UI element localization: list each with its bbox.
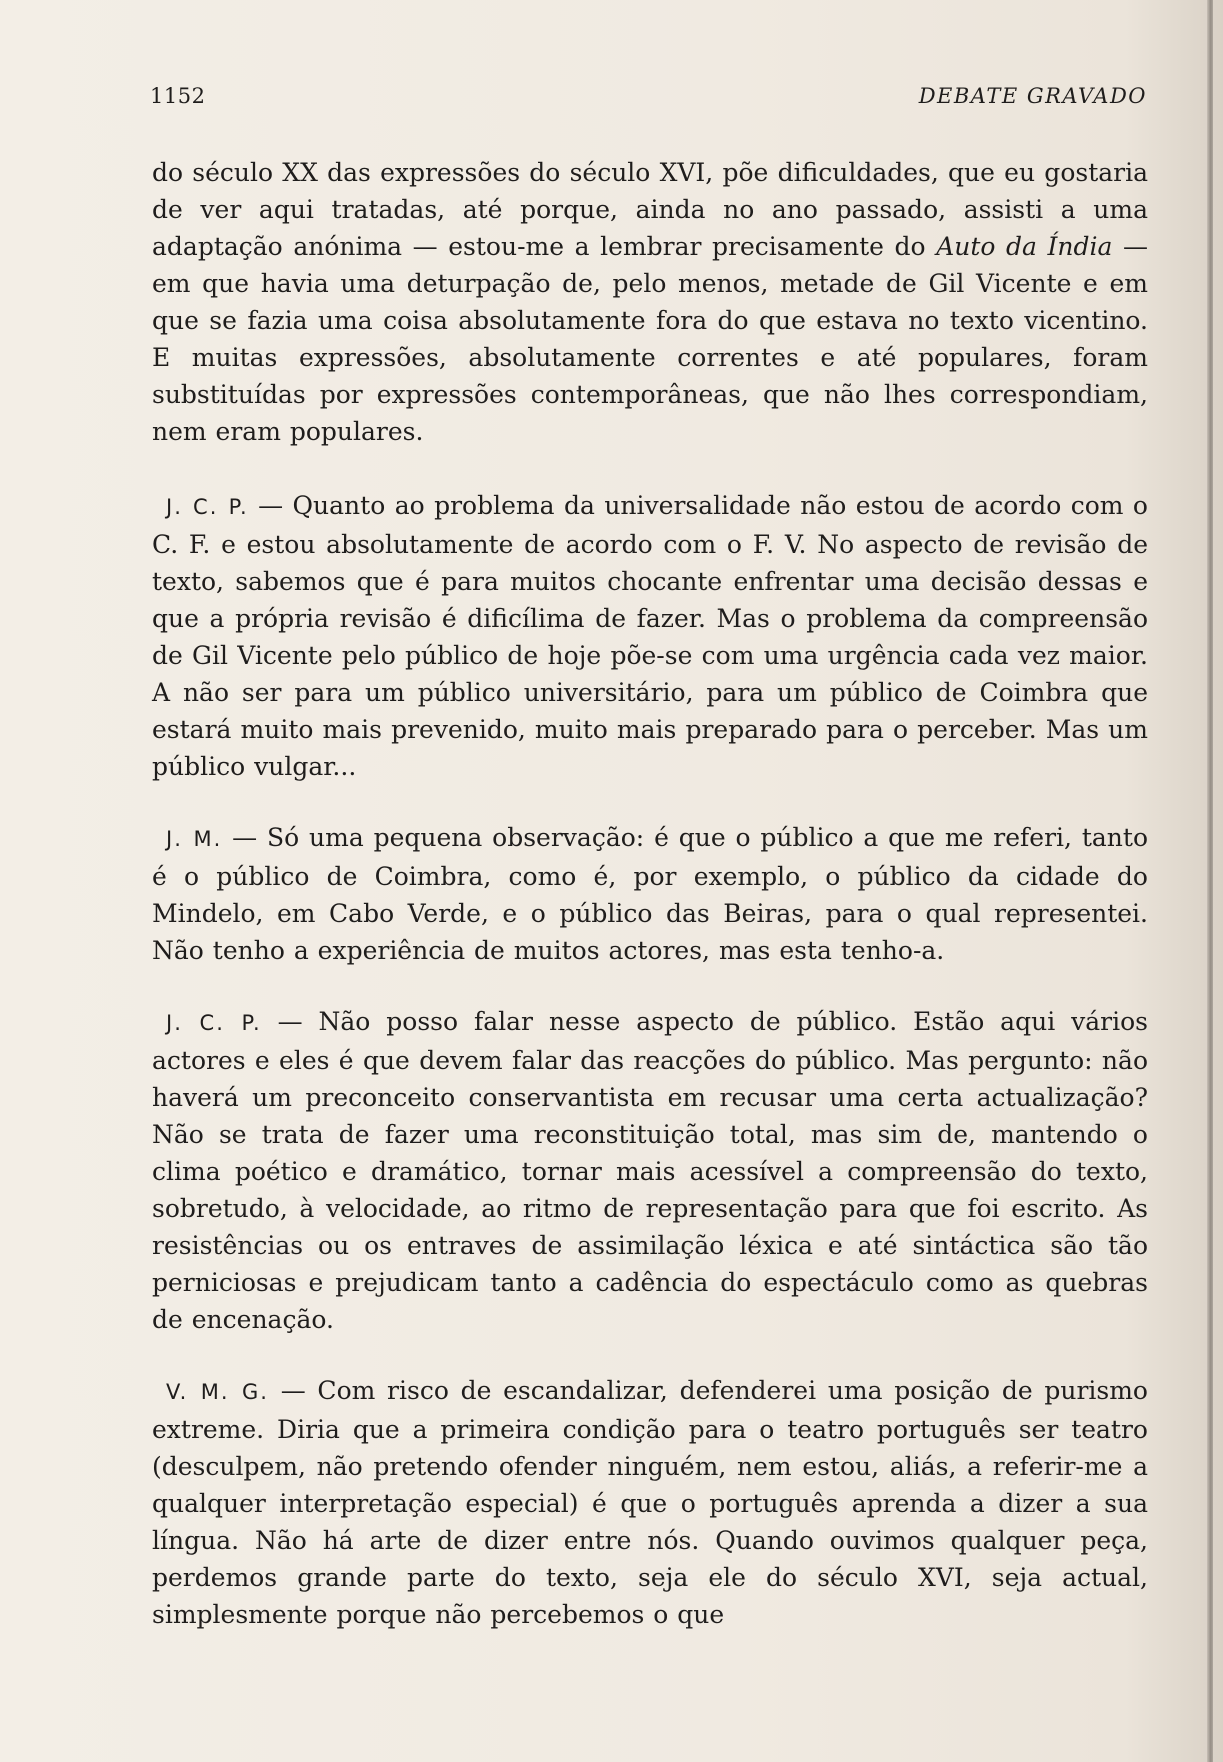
dialogue-paragraph: [152, 487, 1148, 785]
page-header: [150, 84, 1147, 120]
speaker-initials: J. C. P.: [166, 495, 249, 519]
dialogue-paragraph: [152, 1003, 1148, 1338]
paragraph-text: — Só uma pequena observação: é que o público a que me referi, tanto é o público de Coimbra, como é, por exemplo, o público da cidade do Mindelo, em Cabo Verde, e o público das Beiras, para o qual representei. Não tenho a experiência de muitos actores, mas esta tenho-a.: [152, 823, 1148, 965]
paragraph-text: — Quanto ao problema da universalidade não estou de acordo com o C. F. e estou absolutamente de acordo com o F. V. No aspecto de revisão de texto, sabemos que é para muitos chocante enfrentar uma decisão dessas e que a própria revisão é dificílima de fazer. Mas o problema da compreensão de Gil Vicente pelo público de hoje põe-se com uma urgência cada vez maior. A não ser para um público universitário, para um público de Coimbra que estará muito mais prevenido, muito mais preparado para o perceber. Mas um público vulgar...: [152, 491, 1148, 781]
speaker-initials: J. C. P.: [166, 1011, 262, 1035]
paragraph-text: do século XX das expressões do século XVI, põe dificuldades, que eu gostaria de ver aqui tratadas, até porque, ainda no ano passado, assisti a uma adaptação anónima — estou-me a lembrar precisamente do: [152, 158, 1148, 261]
running-head: DEBATE GRAVADO: [918, 84, 1147, 108]
paragraph-text: — Com risco de escandalizar, defenderei uma posição de purismo extreme. Diria que a primeira condição para o teatro português ser teatro (desculpem, não pretendo ofender ninguém, nem estou, aliás, a referir-me a qualquer interpretação especial) é que o português aprenda a dizer a sua língua. Não há arte de dizer entre nós. Quando ouvimos qualquer peça, perdemos grande parte do texto, seja ele do século XVI, seja actual, simplesmente porque não percebemos o que: [152, 1376, 1148, 1629]
dialogue-paragraph: [152, 1372, 1148, 1633]
play-title: Auto da Índia: [936, 232, 1113, 261]
page-number: 1152: [150, 84, 206, 108]
speaker-initials: J. M.: [166, 827, 223, 851]
paragraph-text: — Não posso falar nesse aspecto de público. Estão aqui vários actores e eles é que devem falar das reacções do público. Mas pergunto: não haverá um preconceito conservantista em recusar uma certa actualização? Não se trata de fazer uma reconstituição total, mas sim de, mantendo o clima poético e dramático, tornar mais acessível a compreensão do texto, sobretudo, à velocidade, ao ritmo de representação para que foi escrito. As resistências ou os entraves de assimilação léxica e até sintáctica são tão perniciosas e prejudicam tanto a cadência do espectáculo como as quebras de encenação.: [152, 1007, 1148, 1334]
dialogue-paragraph: [152, 819, 1148, 969]
paragraph-text: — em que havia uma deturpação de, pelo menos, metade de Gil Vicente e em que se fazia uma coisa absolutamente fora do que estava no texto vicentino. E muitas expressões, absolutamente correntes e até populares, foram substituídas por expressões contemporâneas, que não lhes correspondiam, nem eram populares.: [152, 232, 1149, 446]
page-edge-shadow: [1207, 0, 1213, 1762]
paragraph-continuation: [152, 154, 1148, 450]
speaker-initials: V. M. G.: [166, 1380, 269, 1404]
page-body: [152, 154, 1148, 1667]
